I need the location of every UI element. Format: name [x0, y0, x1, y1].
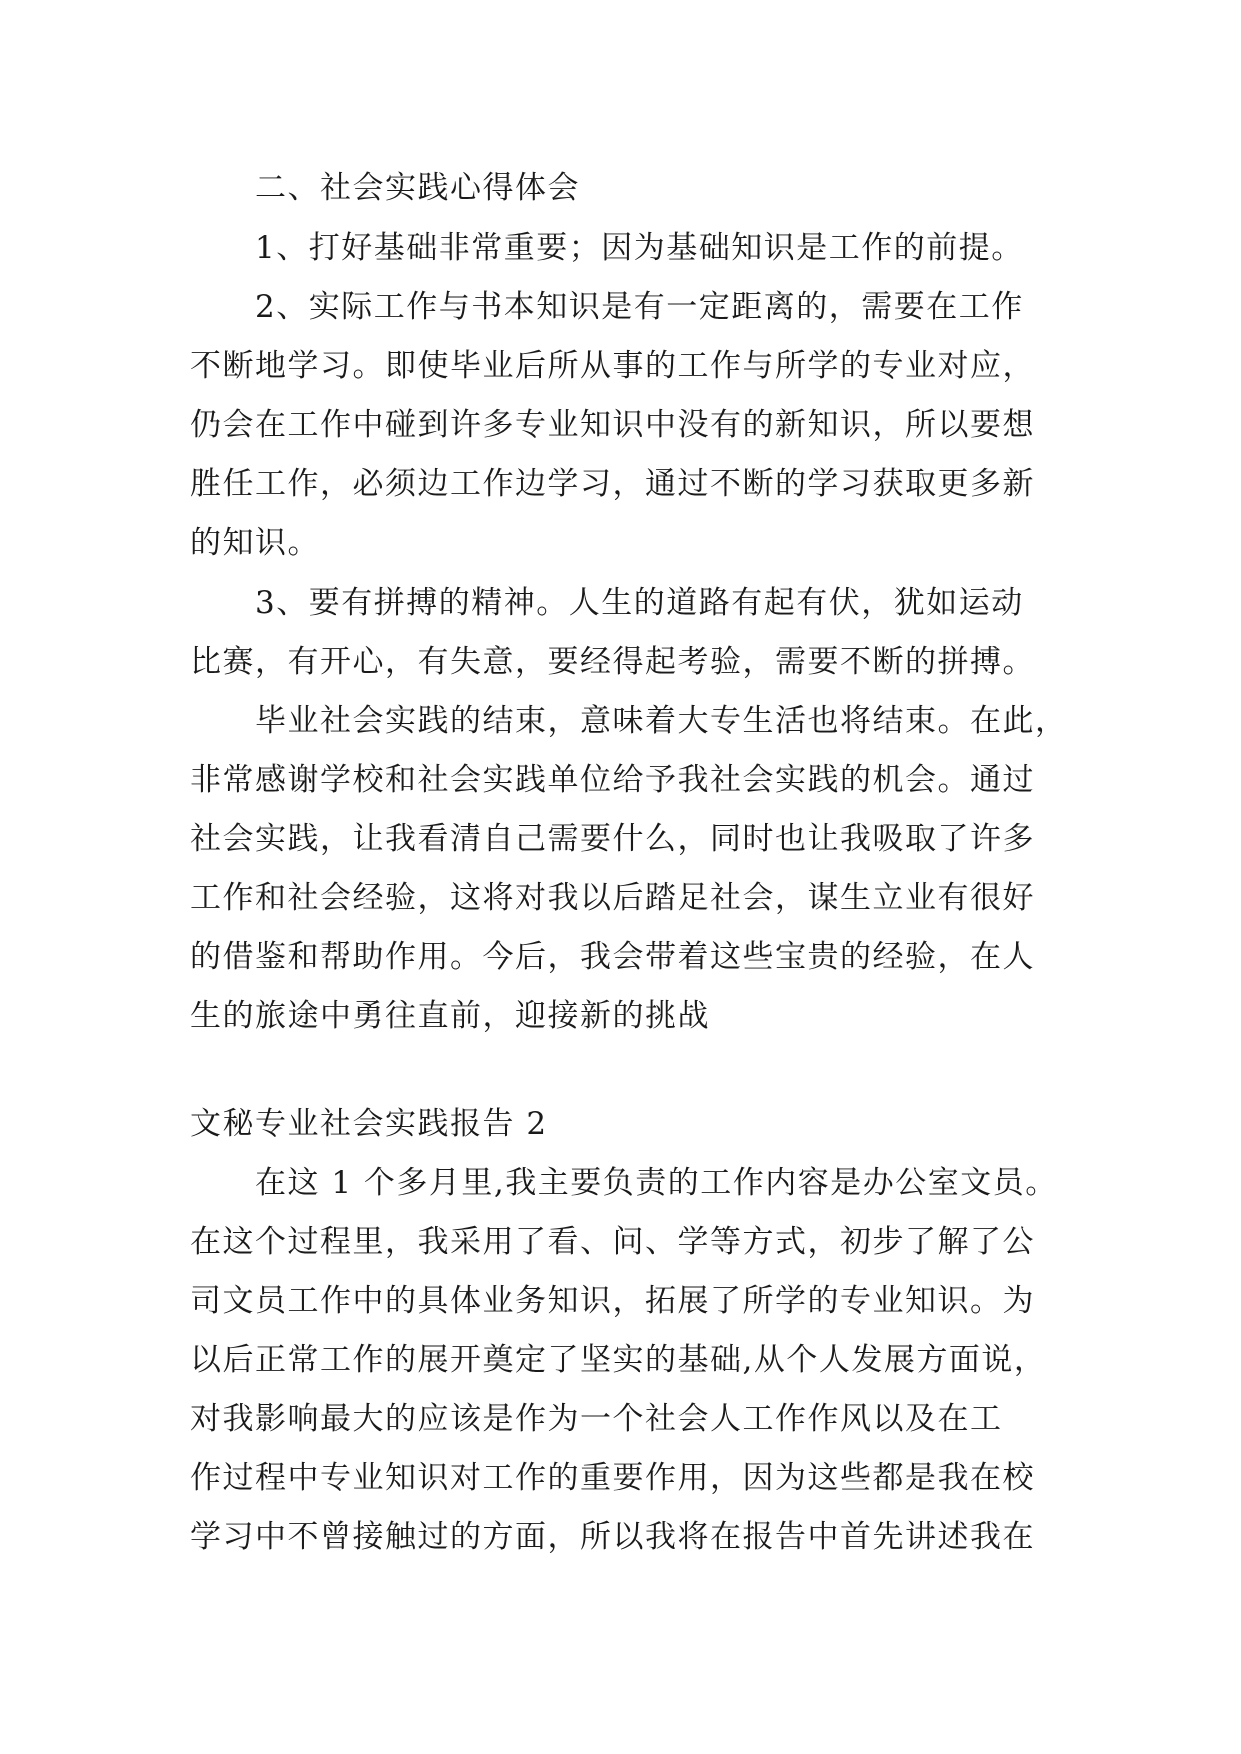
paragraph-line: 的知识。: [190, 525, 320, 561]
paragraph-line: 比赛，有开心，有失意，要经得起考验，需要不断的拼搏。: [190, 644, 1035, 680]
paragraph-line: 作过程中专业知识对工作的重要作用，因为这些都是我在校: [190, 1460, 1035, 1496]
paragraph-line: 生的旅途中勇往直前，迎接新的挑战: [190, 998, 710, 1034]
paragraph-line: 非常感谢学校和社会实践单位给予我社会实践的机会。通过: [190, 762, 1035, 798]
paragraph-line: 工作和社会经验，这将对我以后踏足社会，谋生立业有很好: [190, 880, 1035, 916]
paragraph-line: 毕业社会实践的结束，意味着大专生活也将结束。在此，: [255, 703, 1068, 739]
paragraph-line: 2、实际工作与书本知识是有一定距离的，需要在工作: [255, 289, 1024, 325]
paragraph-line: 以后正常工作的展开奠定了坚实的基础,从个人发展方面说，: [190, 1342, 1047, 1378]
paragraph-line: 3、要有拼搏的精神。人生的道路有起有伏，犹如运动: [255, 585, 1024, 621]
paragraph-line: 对我影响最大的应该是作为一个社会人工作作风以及在工: [190, 1401, 1003, 1437]
paragraph-line: 仍会在工作中碰到许多专业知识中没有的新知识，所以要想: [190, 407, 1035, 443]
paragraph-line: 的借鉴和帮助作用。今后，我会带着这些宝贵的经验，在人: [190, 939, 1035, 975]
paragraph-line: 在这个过程里，我采用了看、问、学等方式，初步了解了公: [190, 1224, 1035, 1260]
paragraph-line: 学习中不曾接触过的方面，所以我将在报告中首先讲述我在: [190, 1519, 1035, 1555]
report-title: 文秘专业社会实践报告 2: [190, 1106, 548, 1142]
paragraph-line: 社会实践，让我看清自己需要什么，同时也让我吸取了许多: [190, 821, 1035, 857]
paragraph-line: 在这 1 个多月里,我主要负责的工作内容是办公室文员。: [255, 1165, 1058, 1201]
paragraph-line: 不断地学习。即使毕业后所从事的工作与所学的专业对应，: [190, 348, 1035, 384]
paragraph-line: 司文员工作中的具体业务知识，拓展了所学的专业知识。为: [190, 1283, 1035, 1319]
section-heading: 二、社会实践心得体会: [255, 170, 580, 206]
paragraph-line: 胜任工作，必须边工作边学习，通过不断的学习获取更多新: [190, 466, 1035, 502]
paragraph-line: 1、打好基础非常重要；因为基础知识是工作的前提。: [255, 230, 1024, 266]
